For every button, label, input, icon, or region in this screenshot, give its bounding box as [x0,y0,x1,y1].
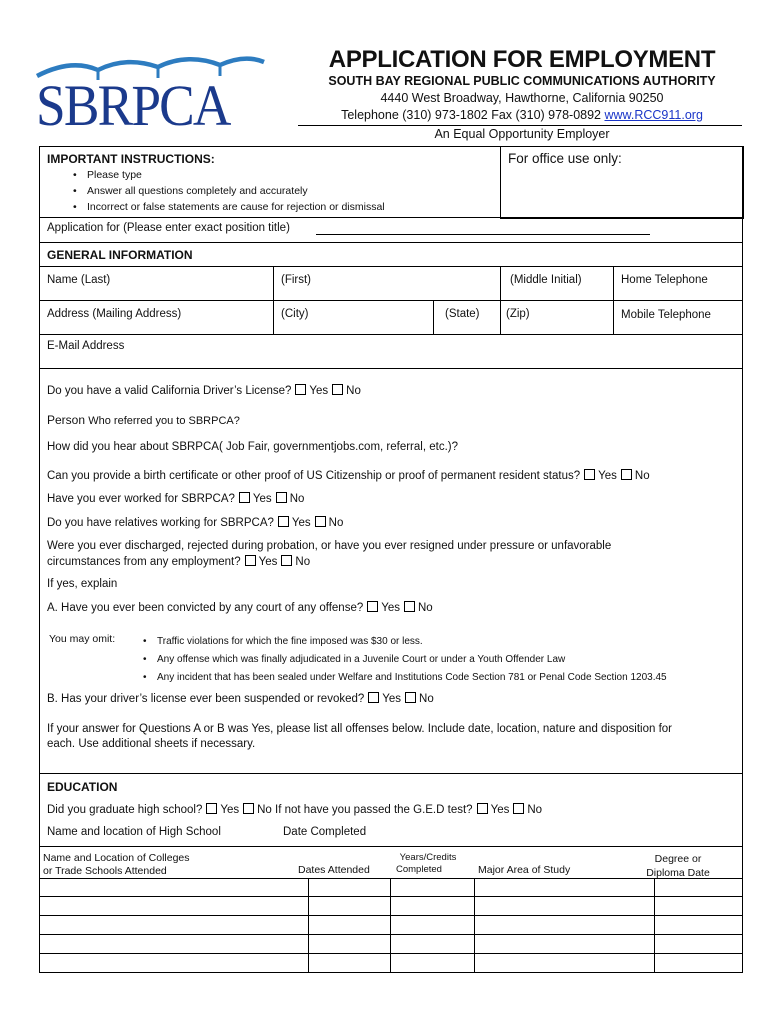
yes-label: Yes [252,493,272,505]
hs-yes-checkbox[interactable] [206,803,217,814]
yes-label: Yes [598,470,617,482]
list-offenses-line1: If your answer for Questions A or B was Yes, please list all offenses below. Include date, location, nature and disposition for [47,723,672,735]
col-colleges-line2: or Trade Schools Attended [43,865,167,877]
middle-initial-field[interactable] [500,266,613,300]
yes-label: Yes [381,602,400,614]
yes-label: Yes [309,385,329,397]
if-yes-explain: If yes, explain [47,578,118,590]
license-question [47,384,361,397]
email-field[interactable] [39,334,742,368]
relatives-question [47,516,343,529]
logo-text: SBRPCA [36,73,230,138]
home-phone-field[interactable] [613,266,742,300]
no-label: No [346,385,361,397]
no-label: No [527,804,543,816]
application-for-label: Application for (Please enter exact position title) [47,222,290,234]
worked-question-text: Have you ever worked for SBRPCA? [47,493,235,505]
yes-label: Yes [291,517,311,529]
referred-question [47,413,240,427]
position-title-input[interactable] [316,234,650,235]
yes-label: Yes [490,804,510,816]
col-years-line1: Years/Credits [399,852,457,863]
general-info-heading: GENERAL INFORMATION [47,248,193,262]
col-degree-line2: Diploma Date [646,867,710,879]
mobile-phone-label: Mobile Telephone [621,309,711,321]
omit-item: • Any incident that has been sealed under Welfare and Institutions Code Section 781 or Penal Code Section 1203.45 [139,669,667,687]
col-degree-header [636,852,720,880]
discharged-question-line2 [47,555,310,568]
suspended-no-checkbox[interactable] [405,692,416,703]
yes-label: Yes [382,693,402,705]
hs-question-text: Did you graduate high school? [47,804,203,816]
instruction-item: • Incorrect or false statements are cause for rejection or dismissal [69,199,385,215]
citizenship-question [47,469,650,482]
citizenship-yes-checkbox[interactable] [584,469,595,480]
discharged-yes-checkbox[interactable] [245,555,256,566]
suspended-question [47,692,434,705]
address-field[interactable] [39,300,273,334]
col-years-header [388,852,468,876]
col-dates-header: Dates Attended [298,864,370,876]
instruction-item: • Answer all questions completely and accurately [69,183,385,199]
no-label: No [295,556,311,568]
phone-fax: Telephone (310) 973-1802 Fax (310) 978-0892 [341,108,605,122]
table-row[interactable] [40,954,742,972]
suspended-yes-checkbox[interactable] [368,692,379,703]
name-last-label: Name (Last) [47,274,111,286]
instruction-item: • Please type [69,167,385,183]
worked-question [47,492,304,505]
relatives-question-text: Do you have relatives working for SBRPCA? [47,517,274,529]
omit-item: • Traffic violations for which the fine imposed was $30 or less. [139,633,667,651]
name-last-field[interactable] [39,266,273,300]
no-label: No [418,602,433,614]
address-label: Address (Mailing Address) [47,308,182,320]
col-major-header: Major Area of Study [478,864,571,876]
name-first-label: (First) [281,274,312,286]
logo [34,54,266,140]
convicted-question [47,601,433,614]
worked-yes-checkbox[interactable] [239,492,250,503]
referred-label-a: Person [47,413,86,427]
city-field[interactable] [273,300,433,334]
col-colleges-header [43,852,190,878]
omit-list [139,633,667,687]
ged-yes-checkbox[interactable] [477,803,488,814]
license-no-checkbox[interactable] [332,384,343,395]
no-label: No [634,470,650,482]
city-label: (City) [281,308,309,320]
instructions-list [69,167,385,215]
no-label: No [289,493,305,505]
table-row[interactable] [40,916,742,934]
office-use-label: For office use only: [508,151,622,166]
convicted-no-checkbox[interactable] [404,601,415,612]
date-completed-label: Date Completed [283,826,367,838]
mobile-phone-field[interactable] [613,300,742,334]
license-question-text: Do you have a valid California Driver’s License? [47,385,292,397]
yes-label: Yes [258,556,278,568]
state-label: (State) [445,308,480,320]
col-colleges-line1: Name and Location of Colleges [43,852,190,864]
home-phone-label: Home Telephone [621,274,708,286]
worked-no-checkbox[interactable] [276,492,287,503]
convicted-yes-checkbox[interactable] [367,601,378,612]
omit-item: • Any offense which was finally adjudicated in a Juvenile Court or under a Youth Offender Law [139,651,667,669]
ged-question-text: If not have you passed the G.E.D test? [275,804,473,816]
citizenship-question-text: Can you provide a birth certificate or other proof of US Citizenship or proof of permanent resident status? [47,470,581,482]
zip-label: (Zip) [506,308,530,320]
suspended-question-text: B. Has your driver’s license ever been suspended or revoked? [47,693,365,705]
table-row[interactable] [40,897,742,915]
name-first-field[interactable] [273,266,500,300]
yes-label: Yes [220,804,240,816]
state-field[interactable] [433,300,500,334]
org-name: SOUTH BAY REGIONAL PUBLIC COMMUNICATIONS AUTHORITY [328,74,716,88]
org-contact [290,108,754,122]
website-link[interactable]: www.RCC911.org [604,108,703,122]
license-yes-checkbox[interactable] [295,384,306,395]
no-label: No [328,517,344,529]
instructions-title: IMPORTANT INSTRUCTIONS: [47,152,215,166]
no-label: No [419,693,434,705]
heard-question: How did you hear about SBRPCA( Job Fair, governmentjobs.com, referral, etc.)? [47,441,458,453]
list-offenses-line2: each. Use additional sheets if necessary. [47,738,256,750]
referred-label-b: Who referred you to SBRPCA? [88,415,240,427]
col-degree-line1: Degree or [654,853,702,865]
page-title: APPLICATION FOR EMPLOYMENT [328,46,716,73]
table-row[interactable] [40,935,742,953]
relatives-no-checkbox[interactable] [315,516,326,527]
education-heading: EDUCATION [47,780,118,794]
org-address: 4440 West Broadway, Hawthorne, California 90250 [380,91,664,105]
discharged-no-checkbox[interactable] [281,555,292,566]
hs-question [47,803,542,816]
no-label: No [257,804,272,816]
table-row[interactable] [40,879,742,896]
hs-no-checkbox[interactable] [243,803,254,814]
hs-name-label: Name and location of High School [47,826,221,838]
ged-no-checkbox[interactable] [513,803,524,814]
citizenship-no-checkbox[interactable] [621,469,632,480]
eoe-statement: An Equal Opportunity Employer [434,127,610,141]
may-omit-label: You may omit: [49,633,116,645]
email-label: E-Mail Address [47,340,125,352]
discharged-question-text: circumstances from any employment? [47,556,241,568]
col-years-line2: Completed [396,864,442,875]
zip-field[interactable] [500,300,613,334]
discharged-question-line1: Were you ever discharged, rejected during probation, or have you ever resigned under pressure or unfavorable [47,540,612,552]
convicted-question-text: A. Have you ever been convicted by any court of any offense? [47,602,364,614]
relatives-yes-checkbox[interactable] [278,516,289,527]
middle-initial-label: (Middle Initial) [510,274,582,286]
